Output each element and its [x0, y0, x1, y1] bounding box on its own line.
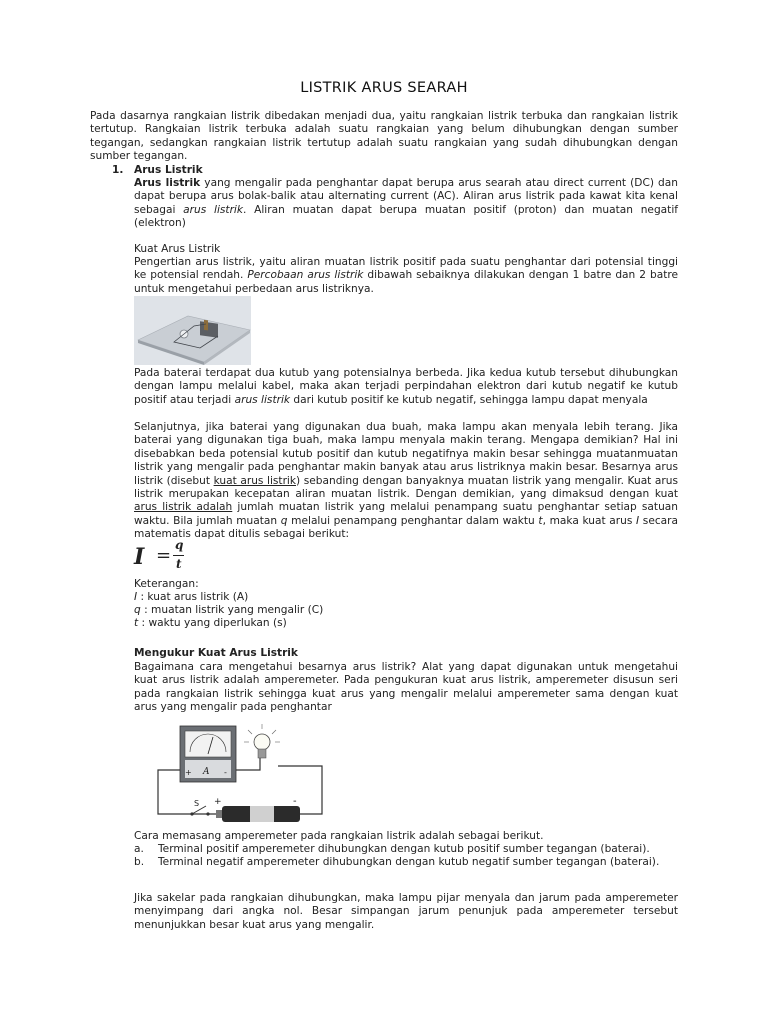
battery-icon: [216, 806, 300, 822]
text-span: dari kutub positif ke kutub negatif, sehingga lampu dapat menyala: [290, 393, 648, 406]
symbol: q: [134, 604, 141, 616]
keterangan-label: Keterangan:: [134, 578, 199, 590]
text-span: : waktu yang diperlukan (s): [138, 617, 287, 629]
text-span: jumlah muatan listrik yang melalui penampang suatu penghantar setiap satuan waktu. Bila jumlah muatan: [134, 501, 679, 527]
sakelar-paragraph: Jika sakelar pada rangkaian dihubungkan, maka lampu pijar menyala dan jarum pada amperemeter menyimpang dari angka nol. Besar simpangan jarum penunjuk pada amperemeter tersebut menunjukkan besar kuat arus yang mengalir.: [134, 892, 678, 931]
keterangan-line-3: [134, 617, 534, 630]
formula-denominator: t: [176, 557, 182, 571]
meter-minus-label: -: [224, 768, 227, 777]
keterangan-line-2: [134, 604, 534, 617]
text-span: secara matematis dapat ditulis sebagai berikut:: [134, 514, 679, 541]
text-span: : muatan listrik yang mengalir (C): [140, 604, 324, 616]
battery-plus-label: +: [214, 797, 222, 807]
symbol-t: t: [538, 514, 543, 527]
italic-term: Percobaan arus listrik: [247, 269, 364, 282]
formula-numerator: q: [175, 538, 184, 552]
text-span: : kuat arus listrik (A): [137, 591, 249, 603]
underlined-term: arus listrik adalah: [134, 501, 233, 514]
page-title: LISTRIK ARUS SEARAH: [300, 80, 468, 96]
symbol-I: I: [636, 514, 640, 527]
section-heading-mengukur: Mengukur Kuat Arus Listrik: [134, 647, 298, 659]
italic-term: arus listrik: [183, 203, 243, 216]
baterai-paragraph: [134, 367, 678, 407]
meter-label: A: [203, 767, 210, 777]
text-span: . Aliran muatan dapat berupa muatan positif (proton) dan muatan negatif (elektron): [134, 203, 678, 230]
italic-term: arus listrik: [234, 393, 291, 406]
subheading-kuat-arus: Kuat Arus Listrik: [134, 243, 221, 255]
ammeter-circuit-diagram: [150, 722, 328, 826]
symbol: I: [134, 591, 138, 603]
text-span: yang mengalir pada penghantar dapat berupa arus searah atau direct current (DC) dan dapat berupa arus bolak-balik atau alternating current (AC). Aliran arus listrik pada kawat kita kenal sebagai: [134, 177, 678, 216]
underlined-term: kuat arus listrik: [213, 474, 297, 487]
kuat-arus-paragraph: [134, 256, 678, 296]
mengukur-paragraph: Bagaimana cara mengetahui besarnya arus listrik? Alat yang dapat digunakan untuk mengetahui kuat arus listrik adalah amperemeter. Pada pengukuran kuat arus listrik, amperemeter disusun seri pada rangkaian listrik sehingga kuat arus yang mengalir melalui amperemeter sama dengan kuat arus yang mengalir pada penghantar: [134, 661, 678, 714]
list-marker-a: a.: [134, 843, 144, 855]
keterangan-line-1: [134, 591, 534, 604]
fraction-bar: [173, 555, 184, 556]
switch-label: S: [194, 799, 200, 808]
formula-lhs: I: [134, 544, 145, 570]
cara-memasang-paragraph: Cara memasang amperemeter pada rangkaian listrik adalah sebagai berikut.: [134, 830, 544, 842]
list-marker-b: b.: [134, 856, 145, 868]
intro-paragraph: Pada dasarnya rangkaian listrik dibedakan menjadi dua, yaitu rangkaian listrik terbuka dan rangkaian listrik tertutup. Rangkaian listrik terbuka adalah suatu rangkaian yang belum dihubungkan dengan sumber tegangan, sedangkan rangkaian listrik tertutup adalah suatu rangkaian yang sudah dihubungkan dengan sumber tegangan.: [90, 110, 678, 163]
meter-plus-label: +: [185, 768, 192, 777]
selanjutnya-paragraph: [134, 421, 678, 542]
list-item-b: Terminal negatif amperemeter dihubungkan dengan kutub negatif sumber tegangan (baterai).: [158, 856, 660, 868]
arus-listrik-paragraph: [134, 177, 678, 231]
section-heading-arus-listrik: Arus Listrik: [134, 164, 203, 176]
symbol: t: [134, 617, 139, 629]
list-item-a: Terminal positif amperemeter dihubungkan dengan kutub positif sumber tegangan (baterai).: [158, 843, 650, 855]
text-span: Pada baterai terdapat dua kutub yang potensialnya berbeda. Jika kedua kutub tersebut dihubungkan dengan lampu melalui kabel, maka akan terjadi perpindahan elektron dari kutub negatif ke kutub positif atau terjadi: [134, 367, 678, 406]
formula-equals: =: [156, 545, 172, 566]
text-span: dibawah sebaiknya dilakukan dengan 1 batre dan 2 batre untuk mengetahui perbedaan arus listriknya.: [134, 269, 678, 295]
bold-term: Arus listrik: [134, 177, 201, 189]
text-span: melalui penampang penghantar dalam waktu: [287, 514, 539, 527]
experiment-photo: [134, 296, 251, 365]
text-span: Selanjutnya, jika baterai yang digunakan dua buah, maka lampu akan menyala lebih terang. Jika baterai yang digunakan tiga buah, maka lampu menyala makin terang. Mengapa demikian? Hal ini disebabkan beda potensial kutub positif dan kutub negatifnya makin besar sehingga muatanmuatan listrik yang mengalir pada penghantar makin banyak atau arus listriknya makin besar. Besarnya arus listrik (disebut: [134, 421, 678, 487]
text-span: , maka kuat arus: [542, 514, 637, 527]
list-number-1: 1.: [112, 164, 124, 176]
text-span: ) sebanding dengan banyaknya muatan listrik yang mengalir. Kuat arus listrik merupakan kecepatan aliran muatan listrik. Dengan demikian, yang dimaksud dengan kuat: [134, 474, 678, 501]
battery-minus-label: -: [293, 796, 297, 807]
text-span: Pengertian arus listrik, yaitu aliran muatan listrik positif pada suatu penghantar dari potensial tinggi ke potensial rendah.: [134, 256, 678, 282]
symbol-q: q: [280, 514, 288, 527]
